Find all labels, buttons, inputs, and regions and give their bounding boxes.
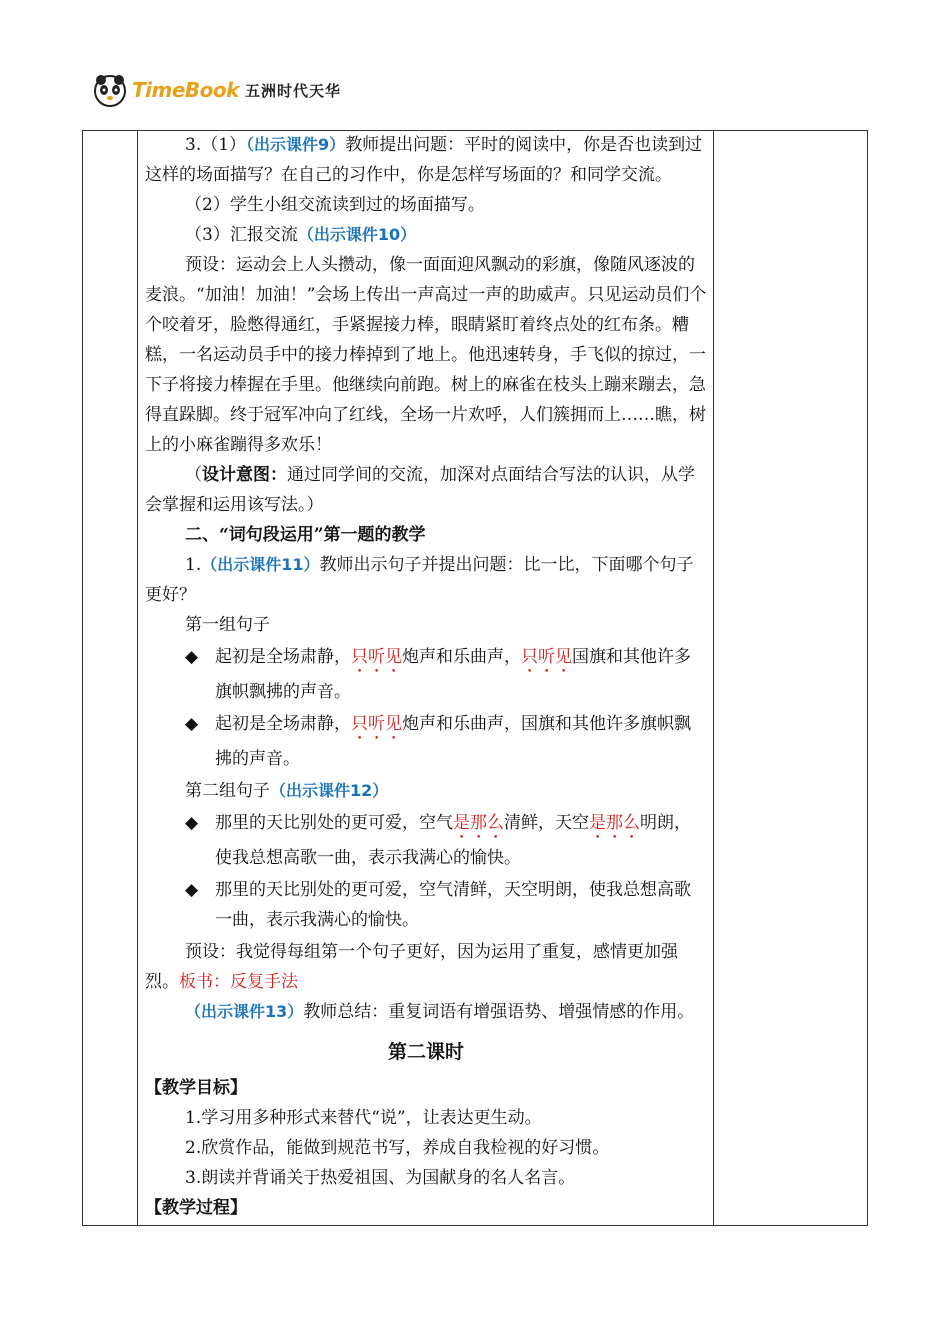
process-heading: 【教学过程】 [145, 1198, 247, 1218]
sentence-item [145, 875, 707, 935]
goal-item: 2.欣赏作品，能做到规范书写，养成自我检视的好习惯。 [185, 1138, 610, 1158]
sentence-text: 起初是全场肃静，只听见炮声和乐曲声，只听见国旗和其他许多旗帜飘拂的声音。 [215, 647, 691, 702]
paragraph-text: （3）汇报交流 [185, 225, 298, 245]
goal-item: 1.学习用多种形式来替代“说”，让表达更生动。 [185, 1108, 542, 1128]
courseware-tag: （出示课件13） [185, 1002, 304, 1021]
group-label: 第一组句子 [185, 615, 270, 635]
paragraph: （2）学生小组交流读到过的场面描写。 [185, 195, 485, 215]
paragraph [145, 550, 707, 610]
item-number: 1. [185, 555, 202, 575]
sentence-item [145, 642, 707, 707]
paragraph [145, 130, 707, 190]
table-column-divider [713, 131, 714, 1225]
group-label [145, 776, 707, 806]
paragraph-text: 教师提出问题：平时的阅读中，你是否也读到过这样的场面描写？在自己的习作中，你是怎样写场面的？和同学交流。 [145, 135, 703, 185]
paragraph-text: 通过同学间的交流，加深对点面结合写法的认识，从学会掌握和运用该写法。） [145, 465, 695, 515]
diamond-bullet-icon: ◆ [185, 880, 199, 900]
paren: （ [185, 465, 202, 485]
item-number: 3.（1） [185, 135, 247, 155]
emphasis-word: 只听见 [351, 714, 402, 734]
courseware-tag: （出示课件9） [246, 135, 346, 154]
courseware-tag: （出示课件11） [201, 555, 320, 574]
preset-paragraph: 预设：运动会上人头攒动，像一面面迎风飘动的彩旗，像随风逐波的麦浪。“加油！加油！”会场上传出一声高过一声的助威声。只见运动员们个个咬着牙，脸憋得通红，手紧握接力棒，眼睛紧盯着终点处的红布条。糟糕，一名运动员手中的接力棒掉到了地上。他迅速转身，手飞似的掠过，一下子将接力棒握在手里。他继续向前跑。树上的麻雀在枝头上蹦来蹦去，急得直跺脚。终于冠军冲向了红线，全场一片欢呼，人们簇拥而上……瞧，树上的小麻雀蹦得多欢乐！ [145, 255, 707, 455]
emphasis-word: 是那么 [453, 813, 504, 833]
sentence-item [145, 709, 707, 774]
courseware-tag: （出示课件10） [297, 225, 417, 244]
sentence-text: 那里的天比别处的更可爱，空气清鲜，天空明朗，使我总想高歌一曲，表示我满心的愉快。 [215, 880, 691, 930]
design-intent-label: 设计意图： [202, 465, 287, 485]
sentence-text: 那里的天比别处的更可爱，空气是那么清鲜，天空是那么明朗，使我总想高歌一曲，表示我满心的愉快。 [215, 813, 691, 868]
paragraph [145, 220, 707, 250]
diamond-bullet-icon: ◆ [185, 647, 199, 667]
lesson-content [145, 130, 707, 1223]
emphasis-word: 是那么 [589, 813, 640, 833]
paragraph [145, 937, 707, 997]
paragraph-text: 预设：我觉得每组第一个句子更好，因为运用了重复，感情更加强烈。 [145, 942, 678, 992]
sentence-text: 起初是全场肃静，只听见炮声和乐曲声，国旗和其他许多旗帜飘拂的声音。 [215, 714, 691, 769]
publisher-logo [92, 70, 341, 110]
board-note: 板书：反复手法 [179, 972, 298, 992]
goals-heading: 【教学目标】 [145, 1078, 247, 1098]
section-heading: 二、“词句段运用”第一题的教学 [185, 525, 426, 545]
logo-brand: TimeBook [132, 78, 239, 102]
group-label-text: 第二组句子 [185, 781, 270, 801]
sentence-item [145, 808, 707, 873]
panda-logo-icon [92, 72, 128, 108]
diamond-bullet-icon: ◆ [185, 813, 199, 833]
diamond-bullet-icon: ◆ [185, 714, 199, 734]
table-column-divider [137, 131, 138, 1225]
design-intent [145, 460, 707, 520]
paragraph [145, 997, 707, 1027]
courseware-tag: （出示课件12） [270, 781, 389, 800]
emphasis-word: 只听见 [351, 647, 402, 667]
emphasis-word: 只听见 [521, 647, 572, 667]
lesson-title: 第二课时 [387, 1041, 464, 1063]
paragraph-text: 教师出示句子并提出问题：比一比，下面哪个句子更好？ [145, 555, 694, 605]
goal-item: 3.朗读并背诵关于热爱祖国、为国献身的名人名言。 [185, 1168, 576, 1188]
logo-chinese-name: 五洲时代天华 [244, 81, 341, 100]
paragraph-text: 教师总结：重复词语有增强语势、增强情感的作用。 [303, 1002, 695, 1022]
